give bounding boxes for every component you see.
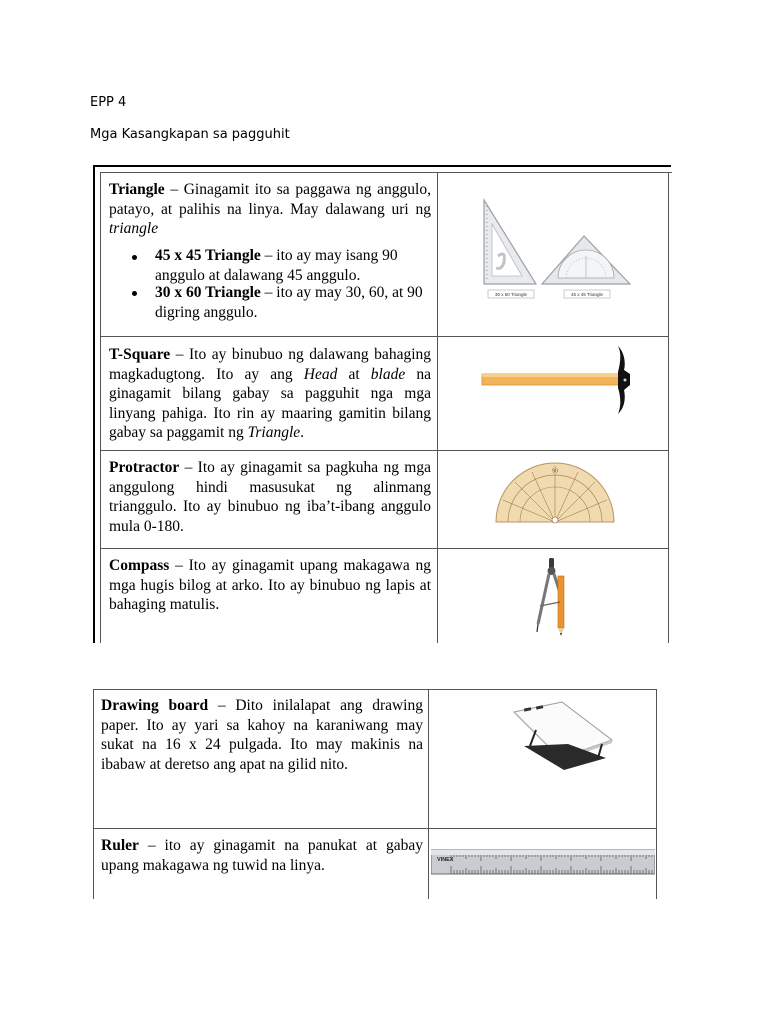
triangle-description: Triangle – Ginagamit ito sa paggawa ng anggulo, patayo, at palihis na linya. May dalawang uri ng triangle — [109, 181, 431, 237]
drawing-board-description: Drawing board – Dito inilalapat ang drawing paper. Ito ay yari sa kahoy na karaniwang may sukat na 16 x 24 pulgada. Ito may makinis na ibabaw at deretso ang apat na gilid nito. — [101, 697, 423, 773]
protractor-term: Protractor — [109, 459, 180, 476]
drawing-board-term: Drawing board — [101, 697, 209, 714]
tsquare-image — [478, 344, 638, 416]
caption-30x60: 30 x 60 Triangle — [494, 292, 528, 297]
bullet-45-triangle: 45 x 45 Triangle – ito ay may isang 90 anggulo at dalawang 45 anggulo. — [155, 247, 398, 284]
bullet-30-triangle: 30 x 60 Triangle – ito ay may 30, 60, at 90 digring anggulo. — [155, 284, 423, 321]
ruler-brand: VINEX — [437, 857, 454, 863]
triangle-term: Triangle — [109, 181, 165, 198]
tsquare-term: T-Square — [109, 346, 171, 363]
ruler-image — [431, 849, 655, 875]
page-title: Mga Kasangkapan sa pagguhit — [90, 127, 290, 142]
compass-image — [534, 556, 574, 638]
svg-text:90: 90 — [552, 468, 558, 475]
drawing-board-image — [510, 700, 614, 772]
caption-45x45: 45 x 45 Triangle — [570, 292, 604, 297]
compass-description: Compass – Ito ay ginagamit upang makagawa ng mga hugis bilog at arko. Ito ay binubuo ng lapis at bahaging matulis. — [109, 557, 431, 613]
compass-term: Compass — [109, 557, 170, 574]
subject-heading: EPP 4 — [90, 95, 127, 110]
protractor-image — [494, 460, 616, 524]
protractor-description: Protractor – Ito ay ginagamit sa pagkuha ng mga anggulong hindi masusukat ng alinmang trianggulo. Ito ay binubuo ng iba’t-ibang anggulo mula 0-180. — [109, 459, 431, 535]
bullet-dot — [132, 291, 137, 296]
bullet-dot — [132, 255, 137, 260]
tsquare-description: T-Square – Ito ay binubuo ng dalawang bahaging magkadugtong. Ito ay ang Head at blade na ginagamit bilang gabay sa pagguhit nga mga linyang pahiga. Ito rin ay maaring gamitin bilang gabay sa paggamit ng Triangle. — [109, 346, 431, 441]
ruler-description: Ruler – ito ay ginagamit na panukat at gabay upang makagawa ng tuwid na linya. — [101, 837, 423, 874]
ruler-term: Ruler — [101, 837, 139, 854]
triangles-image — [478, 196, 638, 302]
